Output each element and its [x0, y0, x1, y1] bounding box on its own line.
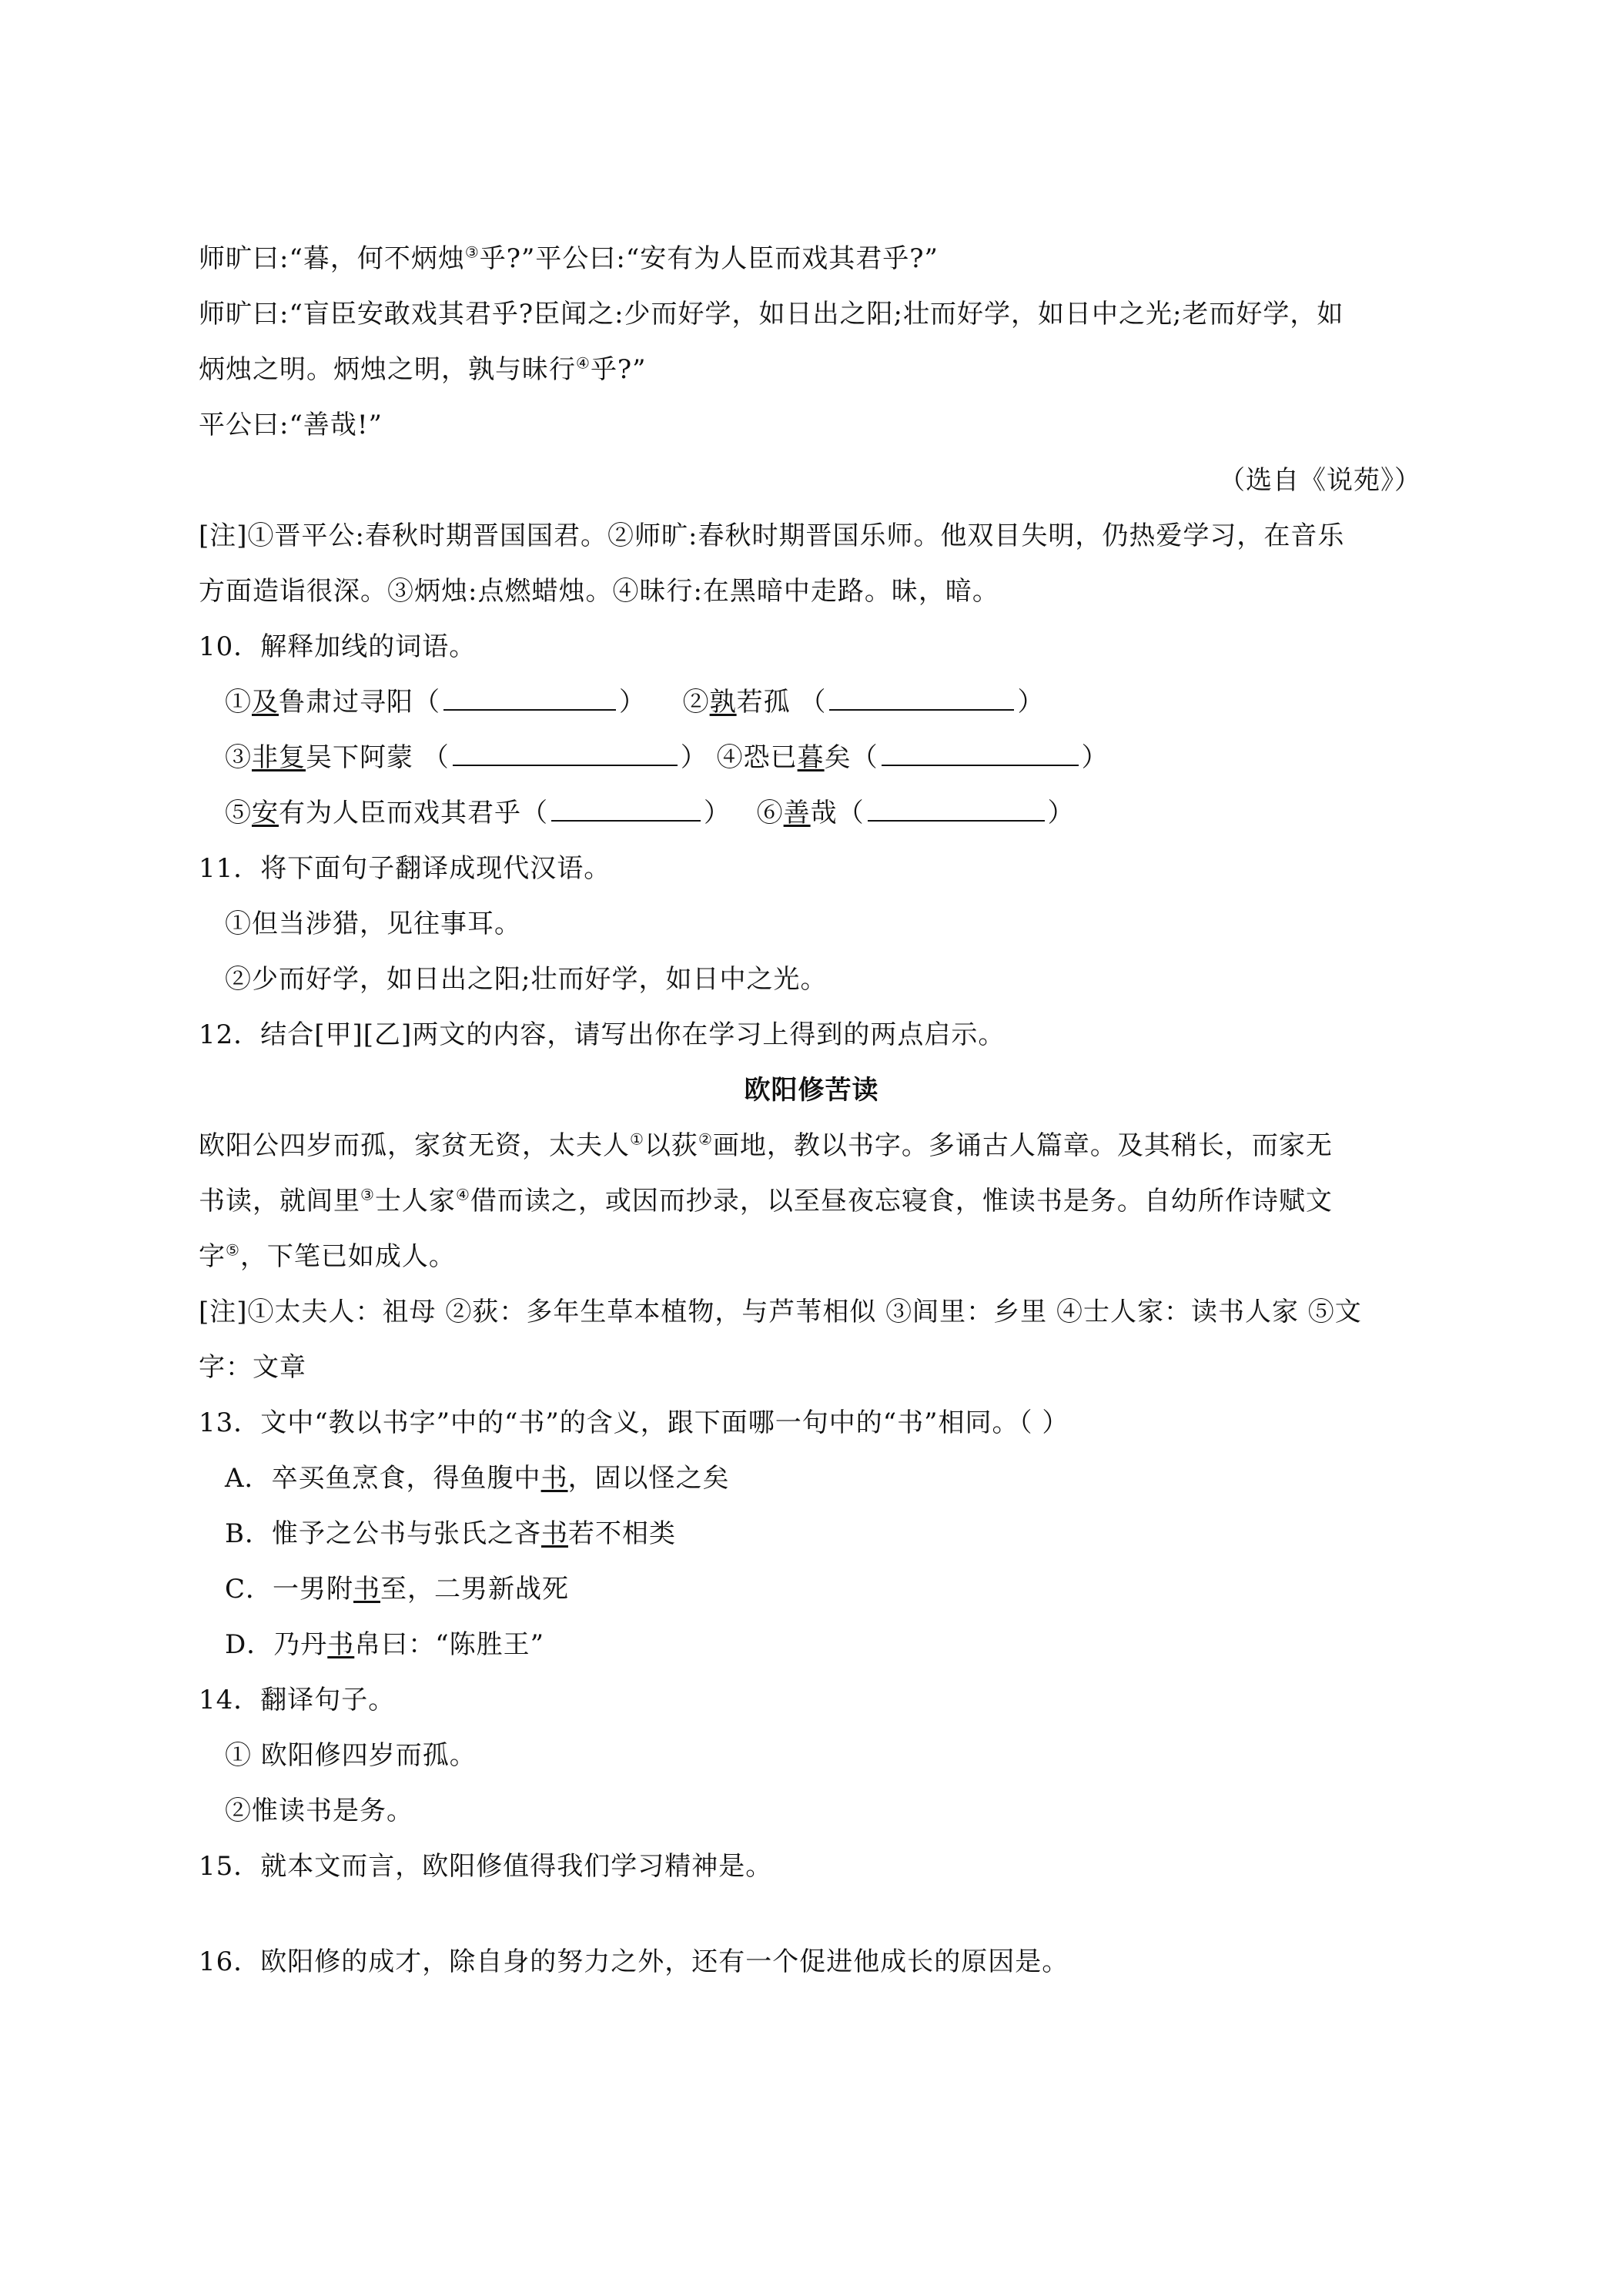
question-13: 13．文中“教以书字”中的“书”的含义，跟下面哪一句中的“书”相同。（ ） [199, 1407, 1069, 1438]
question-10-items: ①及鲁肃过寻阳（ ） ②孰若孤 （ ） [225, 687, 1045, 718]
footnote: 字：文章 [199, 1352, 306, 1383]
passage-line: 师旷曰:“暮，何不炳烛③乎?”平公曰:“安有为人臣而戏其君乎?” [199, 243, 939, 274]
question-11: 11．将下面句子翻译成现代汉语。 [199, 853, 611, 884]
option-b[interactable]: B．惟予之公书与张氏之吝书若不相类 [225, 1518, 676, 1549]
question-14: 14．翻译句子。 [199, 1685, 396, 1715]
passage-title: 欧阳修苦读 [744, 1075, 879, 1106]
footnote: [注]①晋平公:春秋时期晋国国君。②师旷:春秋时期晋国乐师。他双目失明，仍热爱学习，在音乐 [199, 520, 1345, 551]
answer-blank[interactable] [551, 797, 701, 822]
option-c[interactable]: C．一男附书至，二男新战死 [225, 1574, 570, 1605]
footnote: [注]①太夫人：祖母 ②荻：多年生草本植物，与芦苇相似 ③闾里：乡里 ④士人家：读书人家 ⑤文 [199, 1297, 1362, 1327]
question-15: 15．就本文而言，欧阳修值得我们学习精神是。 [199, 1851, 773, 1882]
answer-blank[interactable] [453, 741, 678, 766]
sentence-item: ①但当涉猎，见往事耳。 [225, 909, 521, 939]
passage-line: 平公曰:“善哉!” [199, 410, 383, 440]
answer-blank[interactable] [829, 686, 1014, 711]
answer-blank[interactable] [443, 686, 616, 711]
question-10-items: ③非复吴下阿蒙 （ ） ④恐已暮矣（ ） [225, 742, 1109, 773]
passage-line: 炳烛之明。炳烛之明，孰与昧行④乎?” [199, 353, 647, 385]
passage-line: 书读，就闾里③士人家④借而读之，或因而抄录，以至昼夜忘寝食，惟读书是务。自幼所作诗赋文 [199, 1185, 1333, 1217]
answer-blank[interactable] [882, 741, 1079, 766]
passage-line: 字⑤，下笔已如成人。 [199, 1240, 456, 1272]
sentence-item: ②少而好学，如日出之阳;壮而好学，如日中之光。 [225, 964, 828, 995]
question-10-items: ⑤安有为人臣而戏其君乎（ ） ⑥善哉（ ） [225, 798, 1075, 828]
question-12: 12．结合[甲][乙]两文的内容，请写出你在学习上得到的两点启示。 [199, 1019, 1006, 1050]
answer-blank[interactable] [868, 797, 1045, 822]
passage-line: 欧阳公四岁而孤，家贫无资，太夫人①以荻②画地，教以书字。多诵古人篇章。及其稍长，而家无 [199, 1130, 1333, 1161]
question-16: 16．欧阳修的成才，除自身的努力之外，还有一个促进他成长的原因是。 [199, 1946, 1069, 1977]
option-d[interactable]: D．乃丹书帛曰：“陈胜王” [225, 1629, 545, 1660]
sentence-item: ① 欧阳修四岁而孤。 [225, 1740, 477, 1771]
sentence-item: ②惟读书是务。 [225, 1796, 413, 1826]
question-10: 10．解释加线的词语。 [199, 631, 477, 662]
source-citation: （选自《说苑》） [1219, 465, 1421, 496]
option-a[interactable]: A．卒买鱼烹食，得鱼腹中书，固以怪之矣 [225, 1463, 730, 1494]
footnote: 方面造诣很深。③炳烛:点燃蜡烛。④昧行:在黑暗中走路。昧，暗。 [199, 576, 999, 607]
passage-line: 师旷曰:“盲臣安敢戏其君乎?臣闻之:少而好学，如日出之阳;壮而好学，如日中之光;老而好学，如 [199, 299, 1344, 330]
